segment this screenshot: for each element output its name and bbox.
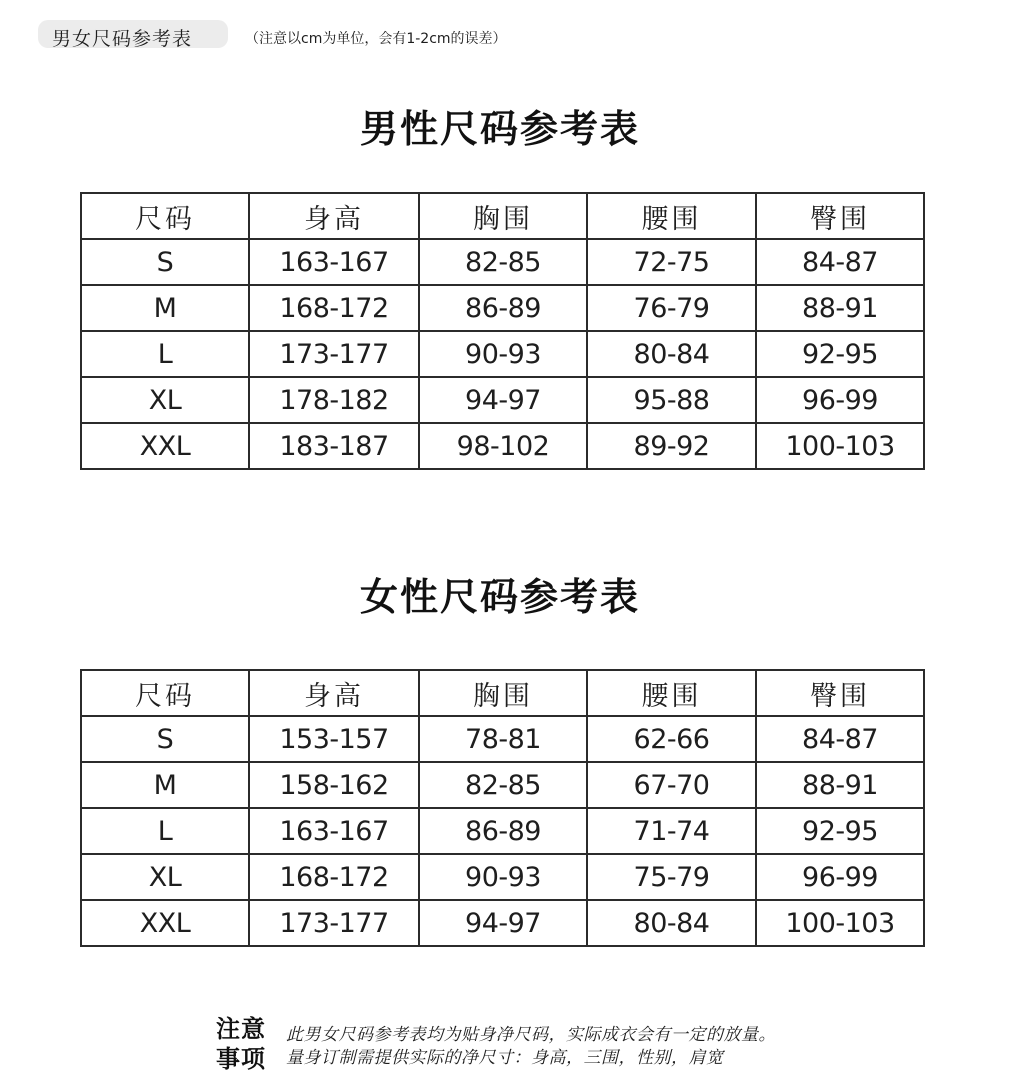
column-header-waist: 腰围 bbox=[587, 193, 756, 239]
table-row bbox=[81, 808, 924, 854]
notes-line-2: 量身订制需提供实际的净尺寸：身高，三围，性别，肩宽 bbox=[286, 1048, 724, 1068]
column-header-chest: 胸围 bbox=[419, 193, 587, 239]
table-cell: 76-79 bbox=[587, 285, 756, 331]
table-cell: 100-103 bbox=[756, 423, 924, 469]
table-cell: XL bbox=[81, 377, 249, 423]
table-row bbox=[81, 377, 924, 423]
table-cell: XXL bbox=[81, 423, 249, 469]
table-header-row bbox=[81, 193, 924, 239]
table-cell: 80-84 bbox=[587, 900, 756, 946]
column-header-hip: 臀围 bbox=[756, 670, 924, 716]
table-cell: 183-187 bbox=[249, 423, 419, 469]
table-cell: L bbox=[81, 331, 249, 377]
table-cell: 92-95 bbox=[756, 808, 924, 854]
table-cell: 88-91 bbox=[756, 285, 924, 331]
table-cell: 168-172 bbox=[249, 285, 419, 331]
table-cell: 84-87 bbox=[756, 716, 924, 762]
unit-note: （注意以cm为单位，会有1-2cm的误差） bbox=[245, 31, 507, 47]
table-cell: 62-66 bbox=[587, 716, 756, 762]
table-cell: 78-81 bbox=[419, 716, 587, 762]
table-cell: XL bbox=[81, 854, 249, 900]
column-header-size: 尺码 bbox=[81, 670, 249, 716]
notes-label-bottom: 事项 bbox=[216, 1045, 266, 1073]
table-cell: 163-167 bbox=[249, 239, 419, 285]
table-row bbox=[81, 285, 924, 331]
table-cell: 80-84 bbox=[587, 331, 756, 377]
column-header-waist: 腰围 bbox=[587, 670, 756, 716]
table-cell: S bbox=[81, 716, 249, 762]
table-cell: 88-91 bbox=[756, 762, 924, 808]
column-header-size: 尺码 bbox=[81, 193, 249, 239]
notes-line-1: 此男女尺码参考表均为贴身净尺码，实际成衣会有一定的放量。 bbox=[286, 1025, 776, 1045]
table-cell: L bbox=[81, 808, 249, 854]
table-cell: 71-74 bbox=[587, 808, 756, 854]
table-row bbox=[81, 423, 924, 469]
table-cell: 67-70 bbox=[587, 762, 756, 808]
women-size-title: 女性尺码参考表 bbox=[359, 575, 640, 619]
column-header-height: 身高 bbox=[249, 670, 419, 716]
table-row bbox=[81, 762, 924, 808]
table-row bbox=[81, 900, 924, 946]
table-cell: 90-93 bbox=[419, 854, 587, 900]
table-cell: 86-89 bbox=[419, 808, 587, 854]
notes-label-top: 注意 bbox=[216, 1015, 266, 1043]
table-row bbox=[81, 239, 924, 285]
table-cell: 173-177 bbox=[249, 331, 419, 377]
table-cell: 173-177 bbox=[249, 900, 419, 946]
table-cell: 158-162 bbox=[249, 762, 419, 808]
table-cell: 96-99 bbox=[756, 854, 924, 900]
table-cell: 153-157 bbox=[249, 716, 419, 762]
table-cell: 96-99 bbox=[756, 377, 924, 423]
table-cell: 98-102 bbox=[419, 423, 587, 469]
table-cell: 89-92 bbox=[587, 423, 756, 469]
table-cell: 72-75 bbox=[587, 239, 756, 285]
table-cell: 163-167 bbox=[249, 808, 419, 854]
women-size-table bbox=[80, 669, 925, 947]
men-size-table bbox=[80, 192, 925, 470]
table-cell: M bbox=[81, 762, 249, 808]
table-cell: 95-88 bbox=[587, 377, 756, 423]
table-cell: 90-93 bbox=[419, 331, 587, 377]
table-cell: S bbox=[81, 239, 249, 285]
table-cell: 94-97 bbox=[419, 900, 587, 946]
table-row bbox=[81, 331, 924, 377]
table-cell: 82-85 bbox=[419, 762, 587, 808]
table-cell: 100-103 bbox=[756, 900, 924, 946]
header-tag-label: 男女尺码参考表 bbox=[52, 28, 193, 50]
table-cell: 75-79 bbox=[587, 854, 756, 900]
table-header-row bbox=[81, 670, 924, 716]
table-cell: 86-89 bbox=[419, 285, 587, 331]
table-cell: 168-172 bbox=[249, 854, 419, 900]
table-cell: 94-97 bbox=[419, 377, 587, 423]
men-size-title: 男性尺码参考表 bbox=[359, 107, 640, 151]
table-cell: XXL bbox=[81, 900, 249, 946]
table-cell: 82-85 bbox=[419, 239, 587, 285]
table-cell: M bbox=[81, 285, 249, 331]
table-row bbox=[81, 716, 924, 762]
column-header-height: 身高 bbox=[249, 193, 419, 239]
column-header-chest: 胸围 bbox=[419, 670, 587, 716]
table-row bbox=[81, 854, 924, 900]
table-cell: 84-87 bbox=[756, 239, 924, 285]
table-cell: 92-95 bbox=[756, 331, 924, 377]
table-cell: 178-182 bbox=[249, 377, 419, 423]
column-header-hip: 臀围 bbox=[756, 193, 924, 239]
